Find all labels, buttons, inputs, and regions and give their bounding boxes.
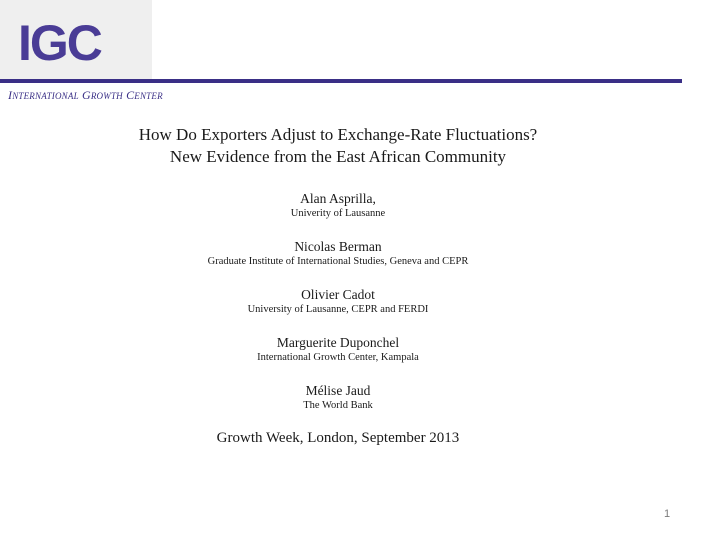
author-name: Olivier Cadot [301,287,375,302]
slide-content [0,124,676,447]
author-affiliation: International Growth Center, Kampala [257,352,419,363]
header-rule [0,79,682,83]
title-line-1: How Do Exporters Adjust to Exchange-Rate Fluctuations? [138,125,538,144]
title-line-2: New Evidence from the East African Community [169,147,507,166]
igc-logo-box [0,0,152,82]
author-affiliation: The World Bank [303,400,373,411]
author-affiliation: University of Lausanne, CEPR and FERDI [247,304,429,315]
event-line: Growth Week, London, September 2013 [216,430,460,446]
org-word-1: INTERNATIONAL [8,88,79,102]
author-affiliation: Graduate Institute of International Studies, Geneva and CEPR [207,256,469,267]
author-name: Alan Asprilla, [300,191,376,206]
igc-logo-text: IGC [18,20,101,66]
org-word-3: CENTER [126,88,163,102]
author-name: Mélise Jaud [305,383,371,398]
author-name: Marguerite Duponchel [276,335,400,350]
slide-number: 1 [664,508,671,520]
author-affiliation: Univerity of Lausanne [290,208,386,219]
author-name: Nicolas Berman [294,239,382,254]
org-word-2: GROWTH [81,88,123,102]
organization-name [8,88,163,103]
igc-logo [18,20,138,66]
